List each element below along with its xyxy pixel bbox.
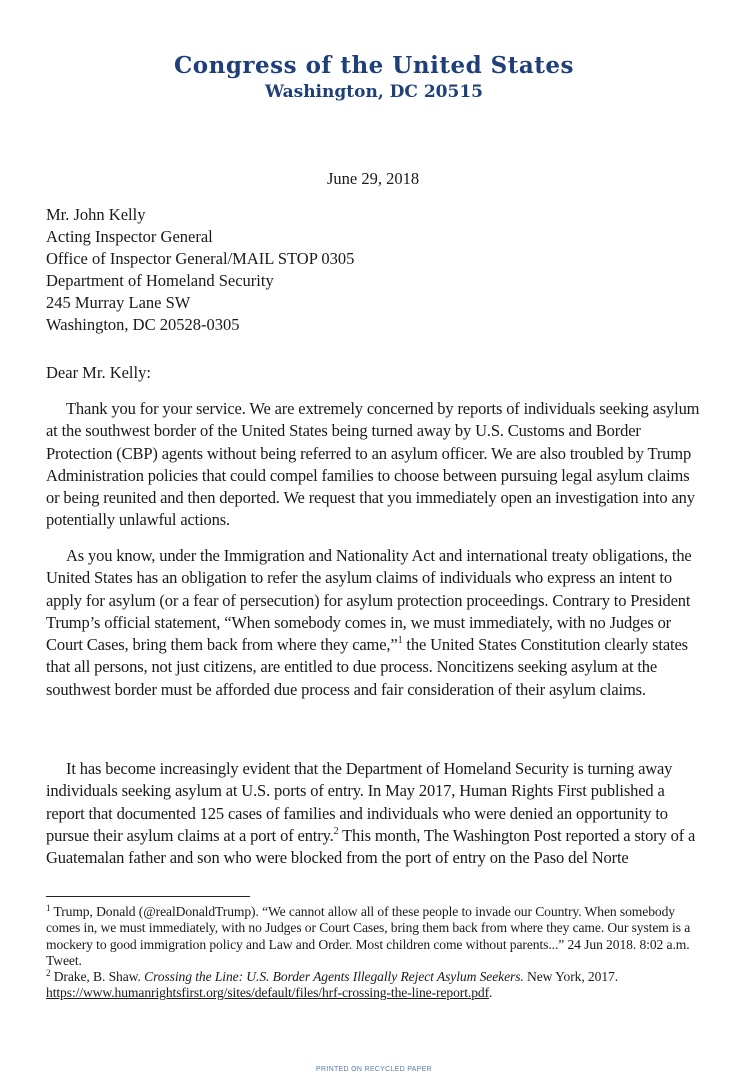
recipient-name: Mr. John Kelly xyxy=(46,205,146,224)
footnote-author: Drake, B. Shaw. xyxy=(53,969,145,985)
recipient-office: Office of Inspector General/MAIL STOP 0305 xyxy=(46,249,355,268)
recipient-street: 245 Murray Lane SW xyxy=(46,293,191,312)
recipient-title: Acting Inspector General xyxy=(46,227,213,246)
paragraph-text: the United States Constitution clearly states that all persons, not just citizens, are entitled to due process. Noncitizens seeking asylum at the southwest border must be afforded due process and fair consideration of their asylum claims. xyxy=(46,635,688,699)
letter-date: June 29, 2018 xyxy=(327,169,420,188)
recycled-paper-notice: PRINTED ON RECYCLED PAPER xyxy=(316,1066,432,1073)
footnote-text: Trump, Donald (@realDonaldTrump). “We cannot allow all of these people to invade our Country. When somebody comes in, we must immediately, with no Judges or Court Cases, bring them back from where they came. Our system is a mockery to good immigration policy and Law and Order. Most children come without parents...” 24 Jun 2018. 8:02 a.m. Tweet. xyxy=(46,904,691,968)
footnote-url-suffix: . xyxy=(489,985,493,1001)
footnote-publisher: New York, 2017. xyxy=(523,969,619,985)
footnotes xyxy=(46,904,706,1002)
letterhead xyxy=(0,52,748,103)
footnote-title: Crossing the Line: U.S. Border Agents Illegally Reject Asylum Seekers. xyxy=(144,969,524,985)
salutation: Dear Mr. Kelly: xyxy=(46,363,151,382)
letterhead-subtitle: Washington, DC 20515 xyxy=(265,82,483,102)
letterhead-title: Congress of the United States xyxy=(173,52,575,79)
footnote-url-link[interactable]: https://www.humanrightsfirst.org/sites/default/files/hrf-crossing-the-line-report.pdf xyxy=(46,985,490,1001)
footnote-number: 1 xyxy=(46,903,51,913)
footnote-divider xyxy=(46,896,250,897)
footnote-ref-1: 1 xyxy=(397,635,403,647)
body-paragraph-1: Thank you for your service. We are extremely concerned by reports of individuals seeking asylum at the southwest border of the United States being turned away by U.S. Customs and Border Protection (CBP) agents without being referred to an asylum officer. We are also troubled by Trump Administration policies that could compel families to choose between pursuing legal asylum claims or being reunited and then deported. We request that you immediately open an investigation into any potentially unlawful actions. xyxy=(46,399,700,530)
recipient-department: Department of Homeland Security xyxy=(46,271,274,290)
body-paragraph-3 xyxy=(46,758,706,869)
footnote-1 xyxy=(46,904,706,969)
footnote-2 xyxy=(46,969,706,1002)
recipient-city: Washington, DC 20528-0305 xyxy=(46,315,240,334)
footnote-number: 2 xyxy=(46,968,51,979)
body-paragraph-2 xyxy=(46,545,706,701)
paragraph-text: It has become increasingly evident that the Department of Homeland Security is turning away individuals seeking asylum at U.S. ports of entry. In May 2017, Human Rights First published a report that documented 125 cases of families and individuals who were denied an opportunity to pursue their asylum claims at a port of entry. xyxy=(46,759,673,845)
footnote-ref-2: 2 xyxy=(333,825,339,837)
paragraph-text: As you know, under the Immigration and Nationality Act and international treaty obligations, the United States has an obligation to refer the asylum claims of individuals who express an intent to apply for asylum (or a fear of persecution) for asylum protection proceedings. Contrary to President Trump’s official statement, “When somebody comes in, we must immediately, with no Judges or Court Cases, bring them back from where they came,” xyxy=(46,546,692,655)
recipient-address xyxy=(46,204,354,336)
paragraph-text: This month, The Washington Post reported a story of a Guatemalan father and son who were blocked from the port of entry on the Paso del Norte xyxy=(46,825,696,868)
